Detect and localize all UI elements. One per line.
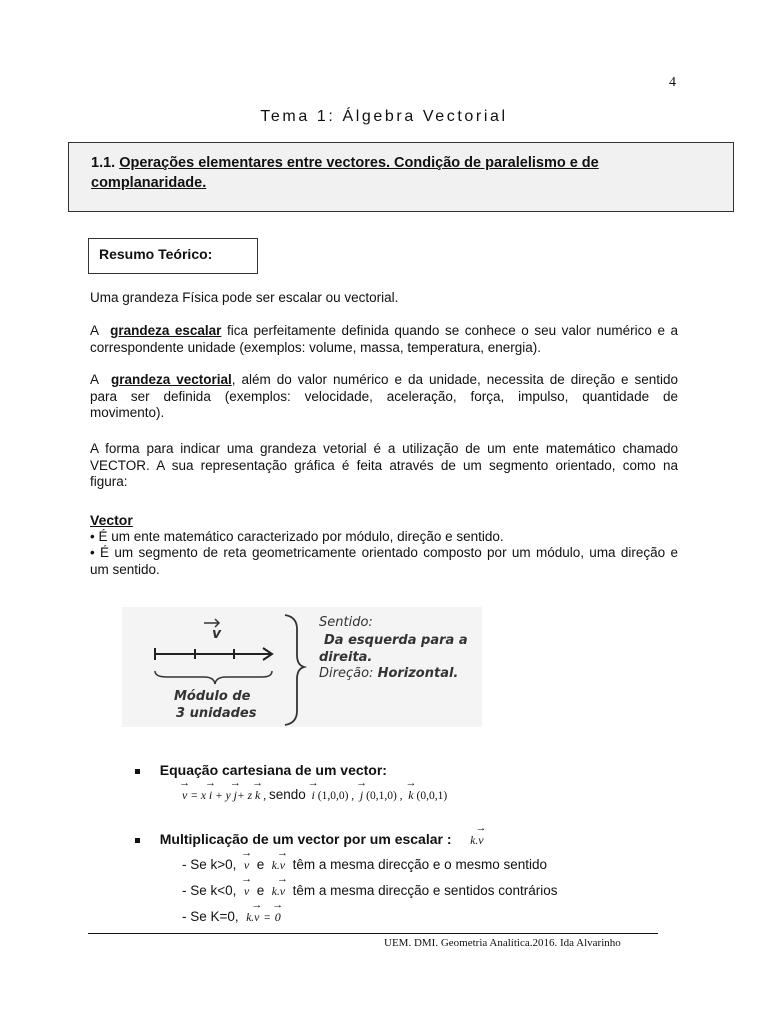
vector-bullet-1: • É um ente matemático caracterizado por módulo, direção e sentido.	[90, 528, 504, 544]
case2-v-symbol: → v	[244, 884, 249, 899]
case-negative	[182, 883, 558, 899]
vector-j-symbol: → j	[234, 788, 237, 803]
case3-k-dot: k.	[246, 912, 255, 924]
basis-sep-1: ,	[351, 790, 355, 802]
case2-prefix: - Se k<0,	[182, 883, 237, 898]
section-number: 1.1.	[91, 155, 116, 171]
escalar-paragraph	[90, 323, 678, 356]
vector-v-symbol: → v	[182, 788, 187, 803]
forma-line-1: A forma para indicar uma grandeza vetorial é a utilização de um ente matemático chamado	[90, 441, 678, 456]
figure-direcao-value: Horizontal.	[377, 666, 459, 681]
figure-modulo-line-2: 3 unidades	[176, 706, 257, 721]
vector-section-title: Vector	[90, 512, 133, 528]
figure-direcao-label: Direção:	[319, 666, 374, 681]
section-heading-line-1	[91, 153, 711, 173]
case-positive	[182, 857, 547, 873]
basis-i-symbol: → i	[312, 788, 315, 803]
vectorial-term: grandeza vectorial	[110, 372, 232, 387]
escalar-line-2: correspondente unidade (exemplos: volume, massa, temperatura, energia).	[90, 339, 541, 355]
figure-direcao-line	[319, 666, 458, 681]
escalar-rest: fica perfeitamente definida quando se conhece o seu valor numérico e a	[226, 323, 678, 338]
basis-j-symbol: → j	[360, 788, 363, 803]
figure-sentido-line-1: Da esquerda para a	[324, 633, 468, 648]
case1-kv-symbol: → v	[280, 858, 285, 873]
page-title: Tema 1: Álgebra Vectorial	[260, 108, 508, 125]
case-zero	[182, 909, 281, 925]
vector-k-symbol: → k	[255, 788, 260, 803]
eq-equals-x: = x	[190, 790, 206, 802]
cartesian-bullet	[135, 762, 387, 778]
eq-comma: ,	[263, 790, 267, 802]
vector-i-symbol: → i	[209, 788, 212, 803]
forma-line-3: figura:	[90, 474, 128, 489]
figure-sentido-line-2: direita.	[319, 650, 373, 665]
escalar-prefix: A	[90, 323, 100, 338]
figure-sentido-label: Sentido:	[319, 615, 373, 630]
case3-equals: =	[263, 912, 272, 924]
case1-rest: têm a mesma direcção e o mesmo sentido	[292, 857, 547, 872]
escalar-term: grandeza escalar	[110, 323, 222, 338]
square-bullet-icon-2	[135, 838, 140, 843]
cartesian-equation	[182, 787, 447, 803]
basis-i-coords: (1,0,0)	[317, 790, 349, 802]
basis-sep-2: ,	[399, 790, 403, 802]
vector-bullet-2-line-1: • É um segmento de reta geometricamente orientado composto por um módulo, uma direção e	[90, 545, 678, 560]
figure-vector-label: v	[212, 626, 222, 642]
multiplication-bullet	[135, 831, 484, 848]
vector-bullet-2-line-2: um sentido.	[90, 561, 160, 577]
figure-right-brace	[285, 615, 304, 725]
vector-figure	[122, 607, 482, 727]
page-number: 4	[669, 75, 676, 90]
vector-figure-svg	[122, 607, 482, 727]
footer-divider	[88, 933, 658, 934]
eq-plus-z: + z	[237, 790, 253, 802]
vectorial-rest: , além do valor numérico e da unidade, necessita de direção e sentido	[231, 372, 678, 387]
case3-zero-vector: → 0	[275, 910, 281, 925]
case1-prefix: - Se k>0,	[182, 857, 237, 872]
vectorial-prefix: A	[90, 372, 100, 387]
heading-k-dot: k.	[470, 835, 479, 847]
resumo-teorico-box	[88, 238, 258, 274]
basis-k-coords: (0,0,1)	[416, 790, 448, 802]
case2-k-dot: k.	[271, 886, 280, 898]
cartesian-heading: Equação cartesiana de um vector:	[159, 762, 387, 778]
vectorial-line-2: para ser definida (exemplos: velocidade, aceleração, força, impulso, quantidade de	[90, 388, 678, 404]
section-heading-box	[68, 142, 734, 212]
vectorial-paragraph	[90, 372, 678, 422]
section-title-part-2: complanaridade.	[91, 175, 207, 191]
basis-k-symbol: → k	[408, 788, 413, 803]
case1-k-dot: k.	[271, 860, 280, 872]
case3-v-symbol: → v	[254, 910, 259, 925]
multiplication-heading: Multiplicação de um vector por um escalar :	[159, 831, 452, 847]
case2-rest: têm a mesma direcção e sentidos contrários	[292, 883, 558, 898]
basis-j-coords: (0,1,0)	[366, 790, 397, 802]
page-footer: UEM. DMI. Geometria Analítica.2016. Ida Alvarinho	[384, 937, 621, 949]
section-title-part-1: Operações elementares entre vectores. Condição de paralelismo e de	[119, 155, 599, 171]
case2-e: e	[256, 883, 265, 898]
case3-prefix: - Se K=0,	[182, 909, 239, 924]
intro-paragraph: Uma grandeza Física pode ser escalar ou vectorial.	[90, 290, 399, 305]
square-bullet-icon	[135, 769, 140, 774]
figure-lower-brace	[155, 671, 272, 684]
case2-kv-symbol: → v	[280, 884, 285, 899]
forma-line-2: VECTOR. A sua representação gráfica é feita através de um segmento orientado, como na	[90, 457, 678, 473]
resumo-teorico-label: Resumo Teórico:	[99, 246, 213, 262]
eq-plus-y: + y	[215, 790, 231, 802]
case1-e: e	[256, 857, 265, 872]
heading-v-symbol: → v	[478, 833, 483, 848]
case1-v-symbol: → v	[244, 858, 249, 873]
vector-definition	[90, 512, 678, 578]
figure-modulo-line-1: Módulo de	[174, 689, 251, 704]
eq-sendo: sendo	[268, 787, 306, 802]
forma-paragraph	[90, 441, 678, 491]
vectorial-line-3: movimento).	[90, 405, 165, 420]
